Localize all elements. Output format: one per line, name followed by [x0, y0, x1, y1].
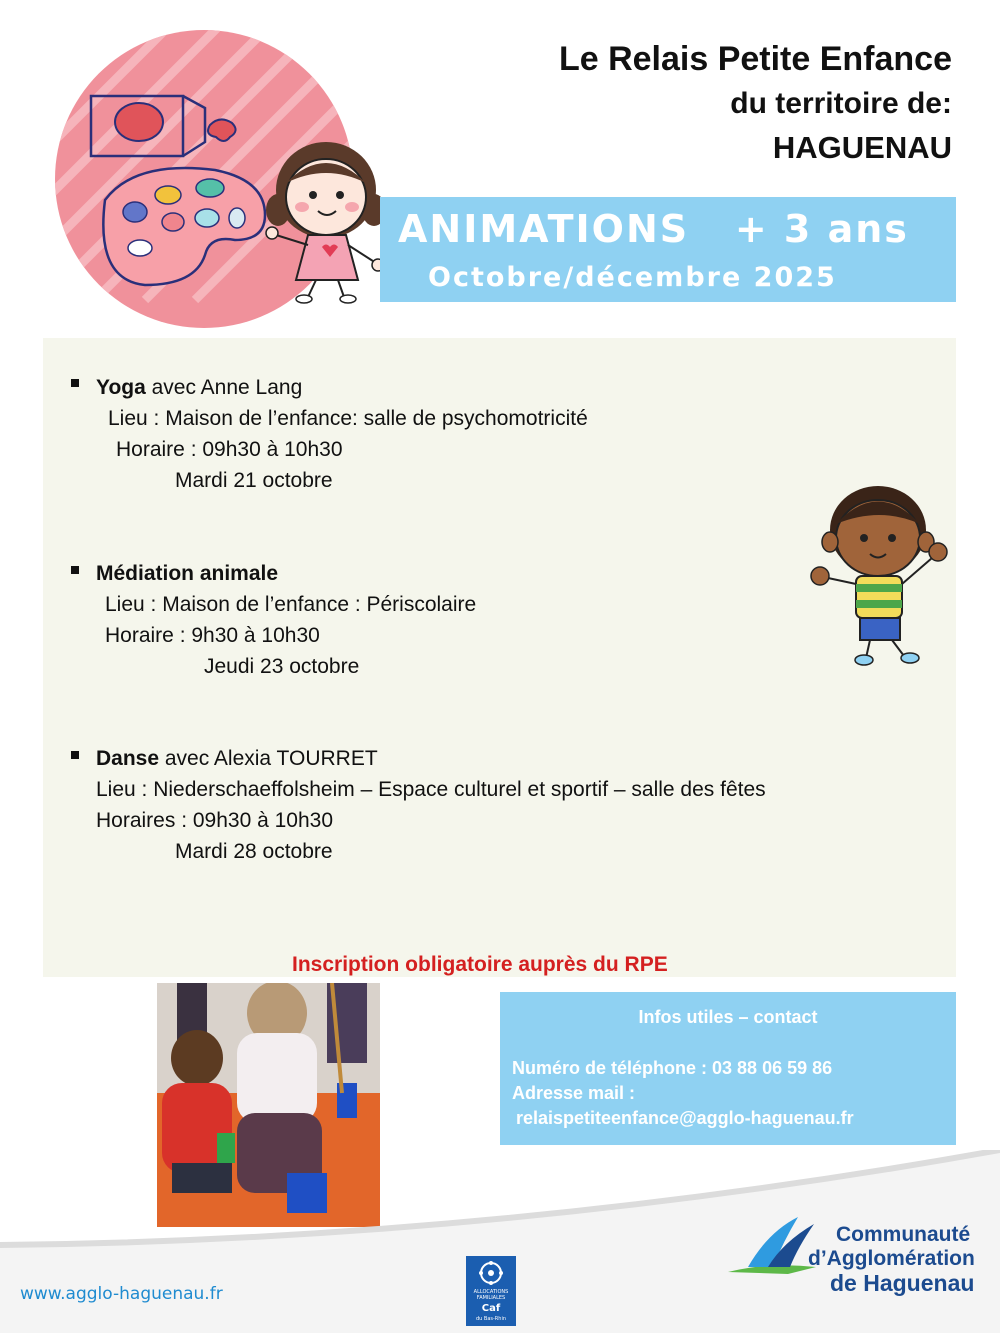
activity-time: Horaires : 09h30 à 10h30 [96, 809, 333, 832]
girl-illustration [258, 135, 393, 305]
activity-date: Jeudi 23 octobre [204, 655, 360, 678]
activity-title [96, 743, 378, 774]
bullet-icon [71, 566, 79, 574]
banner-period: Octobre/décembre 2025 [428, 262, 837, 293]
activity-time: Horaire : 09h30 à 10h30 [116, 438, 343, 461]
agglo-haguenau-logo-icon [728, 1212, 818, 1287]
contact-title: Infos utiles – contact [638, 1007, 818, 1027]
activity-name: Médiation animale [96, 562, 279, 585]
caf-emblem-icon [466, 1258, 516, 1288]
activity-date: Mardi 28 octobre [175, 840, 333, 863]
activity-location: Lieu : Niederschaeffolsheim – Espace culturel et sportif – salle des fêtes [96, 778, 766, 801]
contact-phone: Numéro de téléphone : 03 88 06 59 86 [512, 1058, 833, 1078]
caf-line3: Caf [481, 1303, 501, 1314]
caf-logo [466, 1256, 516, 1326]
agglo-line3: de Haguenau [830, 1270, 975, 1296]
contact-mail-label: Adresse mail : [512, 1083, 636, 1103]
activity-title [96, 558, 278, 589]
boy-illustration [800, 480, 960, 670]
activity-instructor: avec Alexia TOURRET [159, 747, 378, 770]
activity-instructor: avec Anne Lang [145, 376, 303, 399]
caf-line1: ALLOCATIONS [473, 1289, 509, 1295]
contact-mail[interactable]: relaispetiteenfance@agglo-haguenau.fr [516, 1108, 854, 1128]
caf-line4: du Bas-Rhin [475, 1316, 507, 1322]
caf-line2: FAMILIALES [476, 1295, 506, 1301]
activity-name: Danse [96, 747, 160, 770]
activity-location: Lieu : Maison de l’enfance: salle de psychomotricité [108, 407, 588, 430]
activity-date: Mardi 21 octobre [175, 469, 333, 492]
header-city: HAGUENAU [772, 130, 952, 165]
agglo-line1: Communauté [836, 1223, 971, 1246]
website-link[interactable]: www.agglo-haguenau.fr [20, 1284, 223, 1304]
activity-time: Horaire : 9h30 à 10h30 [105, 624, 320, 647]
activity-location: Lieu : Maison de l’enfance : Périscolaire [105, 593, 477, 616]
bullet-icon [71, 751, 79, 759]
inscription-notice: Inscription obligatoire auprès du RPE [292, 953, 668, 976]
header-subtitle: du territoire de: [730, 87, 952, 120]
banner-title: ANIMATIONS + 3 ans [398, 207, 909, 251]
activity-title [96, 372, 302, 403]
agglo-line2: d’Agglomération [808, 1247, 975, 1270]
activity-name: Yoga [96, 376, 146, 399]
bullet-icon [71, 379, 79, 387]
header-title: Le Relais Petite Enfance [558, 40, 952, 78]
